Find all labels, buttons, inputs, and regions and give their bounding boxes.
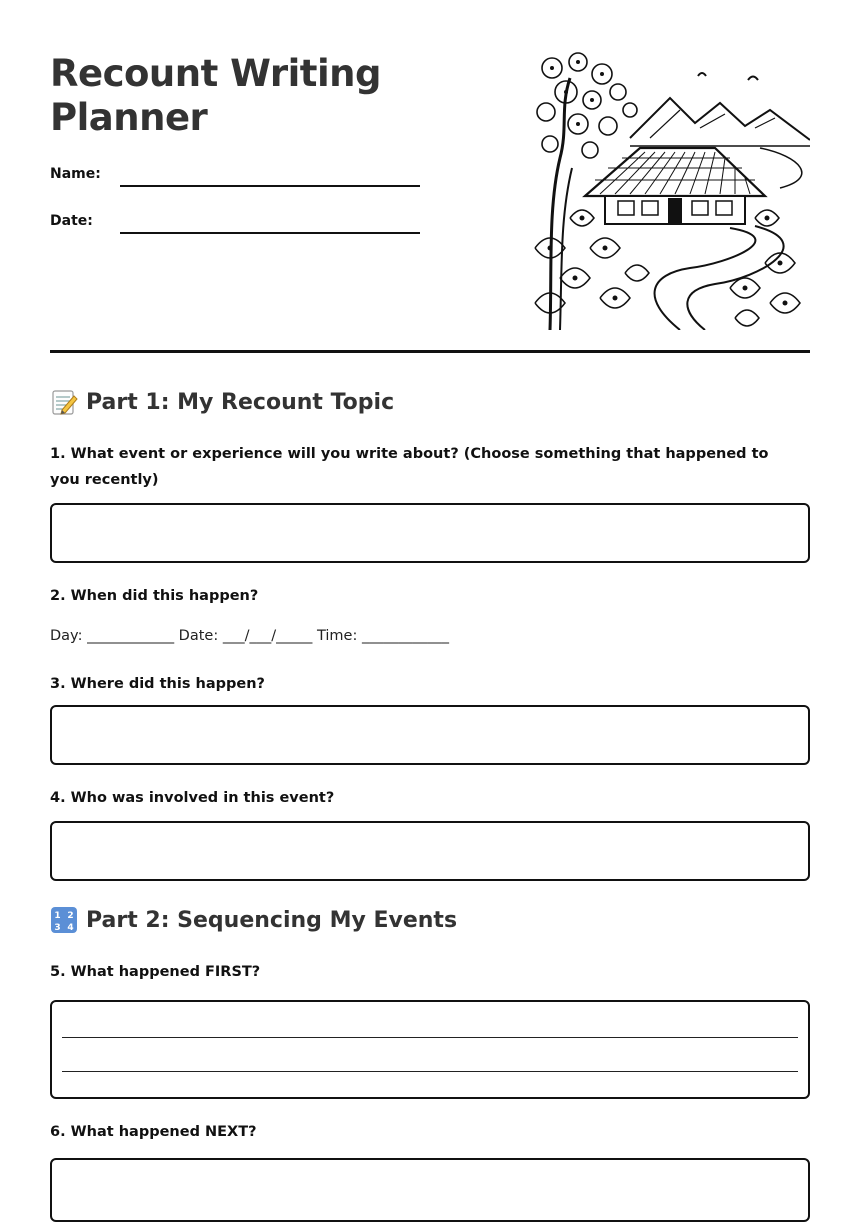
svg-text:4: 4 — [67, 923, 74, 933]
header-divider — [50, 350, 810, 353]
answer-box-3[interactable] — [50, 705, 810, 765]
answer-box-6[interactable] — [50, 1158, 810, 1222]
date-field[interactable] — [50, 213, 430, 243]
answer-box-1[interactable] — [50, 503, 810, 563]
svg-text:2: 2 — [67, 911, 74, 921]
date-line[interactable] — [120, 232, 420, 234]
question-5: 5. What happened FIRST? — [50, 964, 261, 980]
question-4: 4. Who was involved in this event? — [50, 790, 335, 806]
page-title: Recount Writing Planner — [50, 52, 381, 139]
memo-pencil-icon — [50, 388, 78, 416]
numbers-keycap-icon — [50, 906, 78, 934]
date-label: Date: — [50, 213, 93, 229]
part1-title: Part 1: My Recount Topic — [86, 389, 395, 415]
answer-box-4[interactable] — [50, 821, 810, 881]
writing-line — [62, 1071, 798, 1072]
question-6: 6. What happened NEXT? — [50, 1124, 257, 1140]
svg-text:3: 3 — [54, 923, 61, 933]
name-line[interactable] — [120, 185, 420, 187]
question-3: 3. Where did this happen? — [50, 676, 265, 692]
question-2: 2. When did this happen? — [50, 588, 259, 604]
svg-text:1: 1 — [54, 911, 61, 921]
writing-line — [62, 1037, 798, 1038]
name-label: Name: — [50, 166, 101, 182]
part2-title: Part 2: Sequencing My Events — [86, 907, 458, 933]
question-1: 1. What event or experience will you write about? (Choose something that happened to you recently) — [50, 446, 769, 488]
village-hut-landscape-illustration — [530, 48, 810, 330]
part2-heading — [50, 906, 457, 934]
answer-box-5[interactable] — [50, 1000, 810, 1099]
part1-heading — [50, 388, 394, 416]
when-fill-in[interactable]: Day: ____________ Date: ___/___/_____ Time: ____________ — [50, 628, 449, 644]
name-field[interactable] — [50, 166, 430, 196]
